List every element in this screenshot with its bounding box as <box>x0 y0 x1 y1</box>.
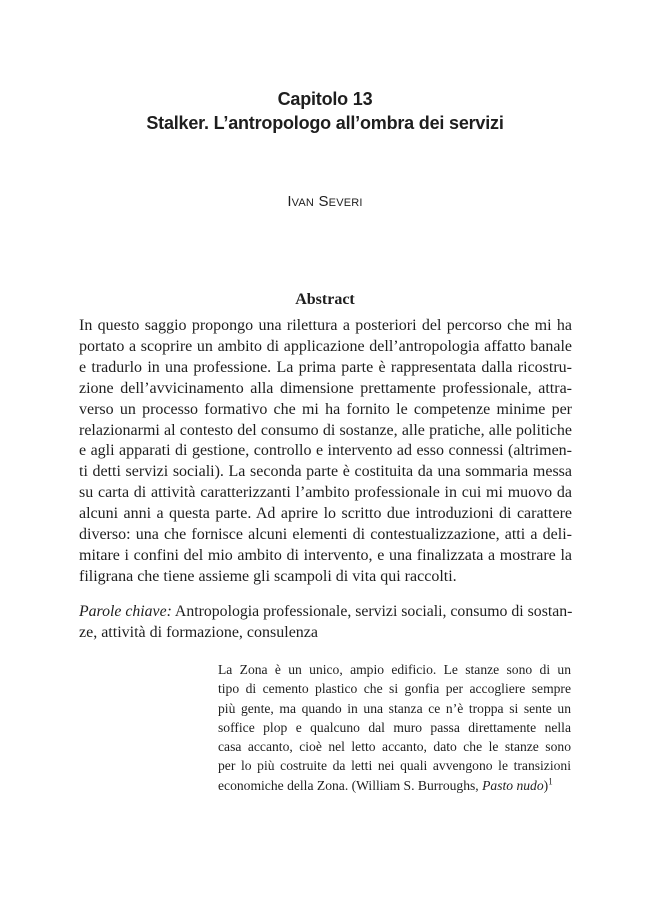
abstract-line: filigrana che tiene assieme gli scampoli di vita qui raccolti. <box>79 567 457 585</box>
chapter-title: Stalker. L’antropologo all’ombra dei servizi <box>146 113 504 133</box>
epigraph <box>218 660 571 795</box>
epigraph-citation-line <box>218 776 571 795</box>
epigraph-line: La Zona è un unico, ampio edificio. Le stanze sono di un <box>218 662 571 677</box>
epigraph-citation-text: economiche della Zona. (William S. Burroughs, <box>218 777 483 793</box>
epigraph-line: casa accanto, cioè nel letto accanto, dato che le stanze sono <box>218 739 571 755</box>
epigraph-line: tipo di cemento plastico che si gonfia per accogliere sempre <box>218 681 571 697</box>
abstract-line: relazionarmi al contesto del consumo di sostanze, alle pratiche, alle politiche <box>79 421 572 439</box>
keywords-line <box>79 602 572 623</box>
epigraph-citation-close: ) <box>543 777 549 793</box>
abstract-line: su carta di attività caratterizzanti l’ambito professionale in cui mi muovo da <box>79 484 572 502</box>
abstract-line: diverso: una che fornisce alcuni elementi di contestualizzazione, atti a deli- <box>79 526 572 544</box>
epigraph-line: più gente, ma quando in una stanza ce n’è troppa si sente un <box>218 700 571 716</box>
abstract-heading: Abstract <box>295 291 355 308</box>
abstract-line: verso un processo formativo che mi ha fornito le competenze minime per <box>79 400 572 418</box>
abstract-line: In questo saggio propongo una rilettura a posteriori del percorso che mi ha <box>79 317 572 334</box>
keywords-label: Parole chiave: <box>79 603 172 620</box>
abstract-line: zione dell’avvicinamento alla dimensione prettamente professionale, attra- <box>79 379 572 397</box>
abstract-line: e agli apparati di gestione, controllo e intervento ad esso connessi (altrimen- <box>79 442 572 460</box>
abstract-line: portato a scoprire un ambito di applicazione dell’antropologia affatto banale <box>79 337 572 355</box>
keywords-list-end: ze, attività di formazione, consulenza <box>79 623 319 641</box>
epigraph-line: per lo più costruite da letti nei quali avvengono le transizioni <box>218 758 571 774</box>
epigraph-work-title: Pasto nudo <box>482 777 544 793</box>
abstract-text <box>79 316 572 588</box>
abstract-line: ti detti servizi sociali). La seconda parte è costituita da una sommaria messa <box>79 463 572 481</box>
chapter-number: Capitolo 13 <box>277 89 373 109</box>
keywords <box>79 602 572 644</box>
abstract-line: mitare i confini del mio ambito di intervento, e una finalizzata a mostrare la <box>79 546 572 564</box>
footnote-reference[interactable]: 1 <box>548 776 553 787</box>
abstract-line: e tradurlo in una professione. La prima parte è rappresentata dalla ricostru- <box>79 358 572 376</box>
abstract-line: alcuni anni a questa parte. Ad aprire lo scritto due introduzioni di carattere <box>79 505 572 523</box>
author-name: Ivan Severi <box>287 193 363 210</box>
keywords-list-start: Antropologia professionale, servizi sociali, consumo di sostan- <box>171 603 573 620</box>
epigraph-line: soffice plop e qualcuno dal muro passa direttamente nella <box>218 719 571 735</box>
